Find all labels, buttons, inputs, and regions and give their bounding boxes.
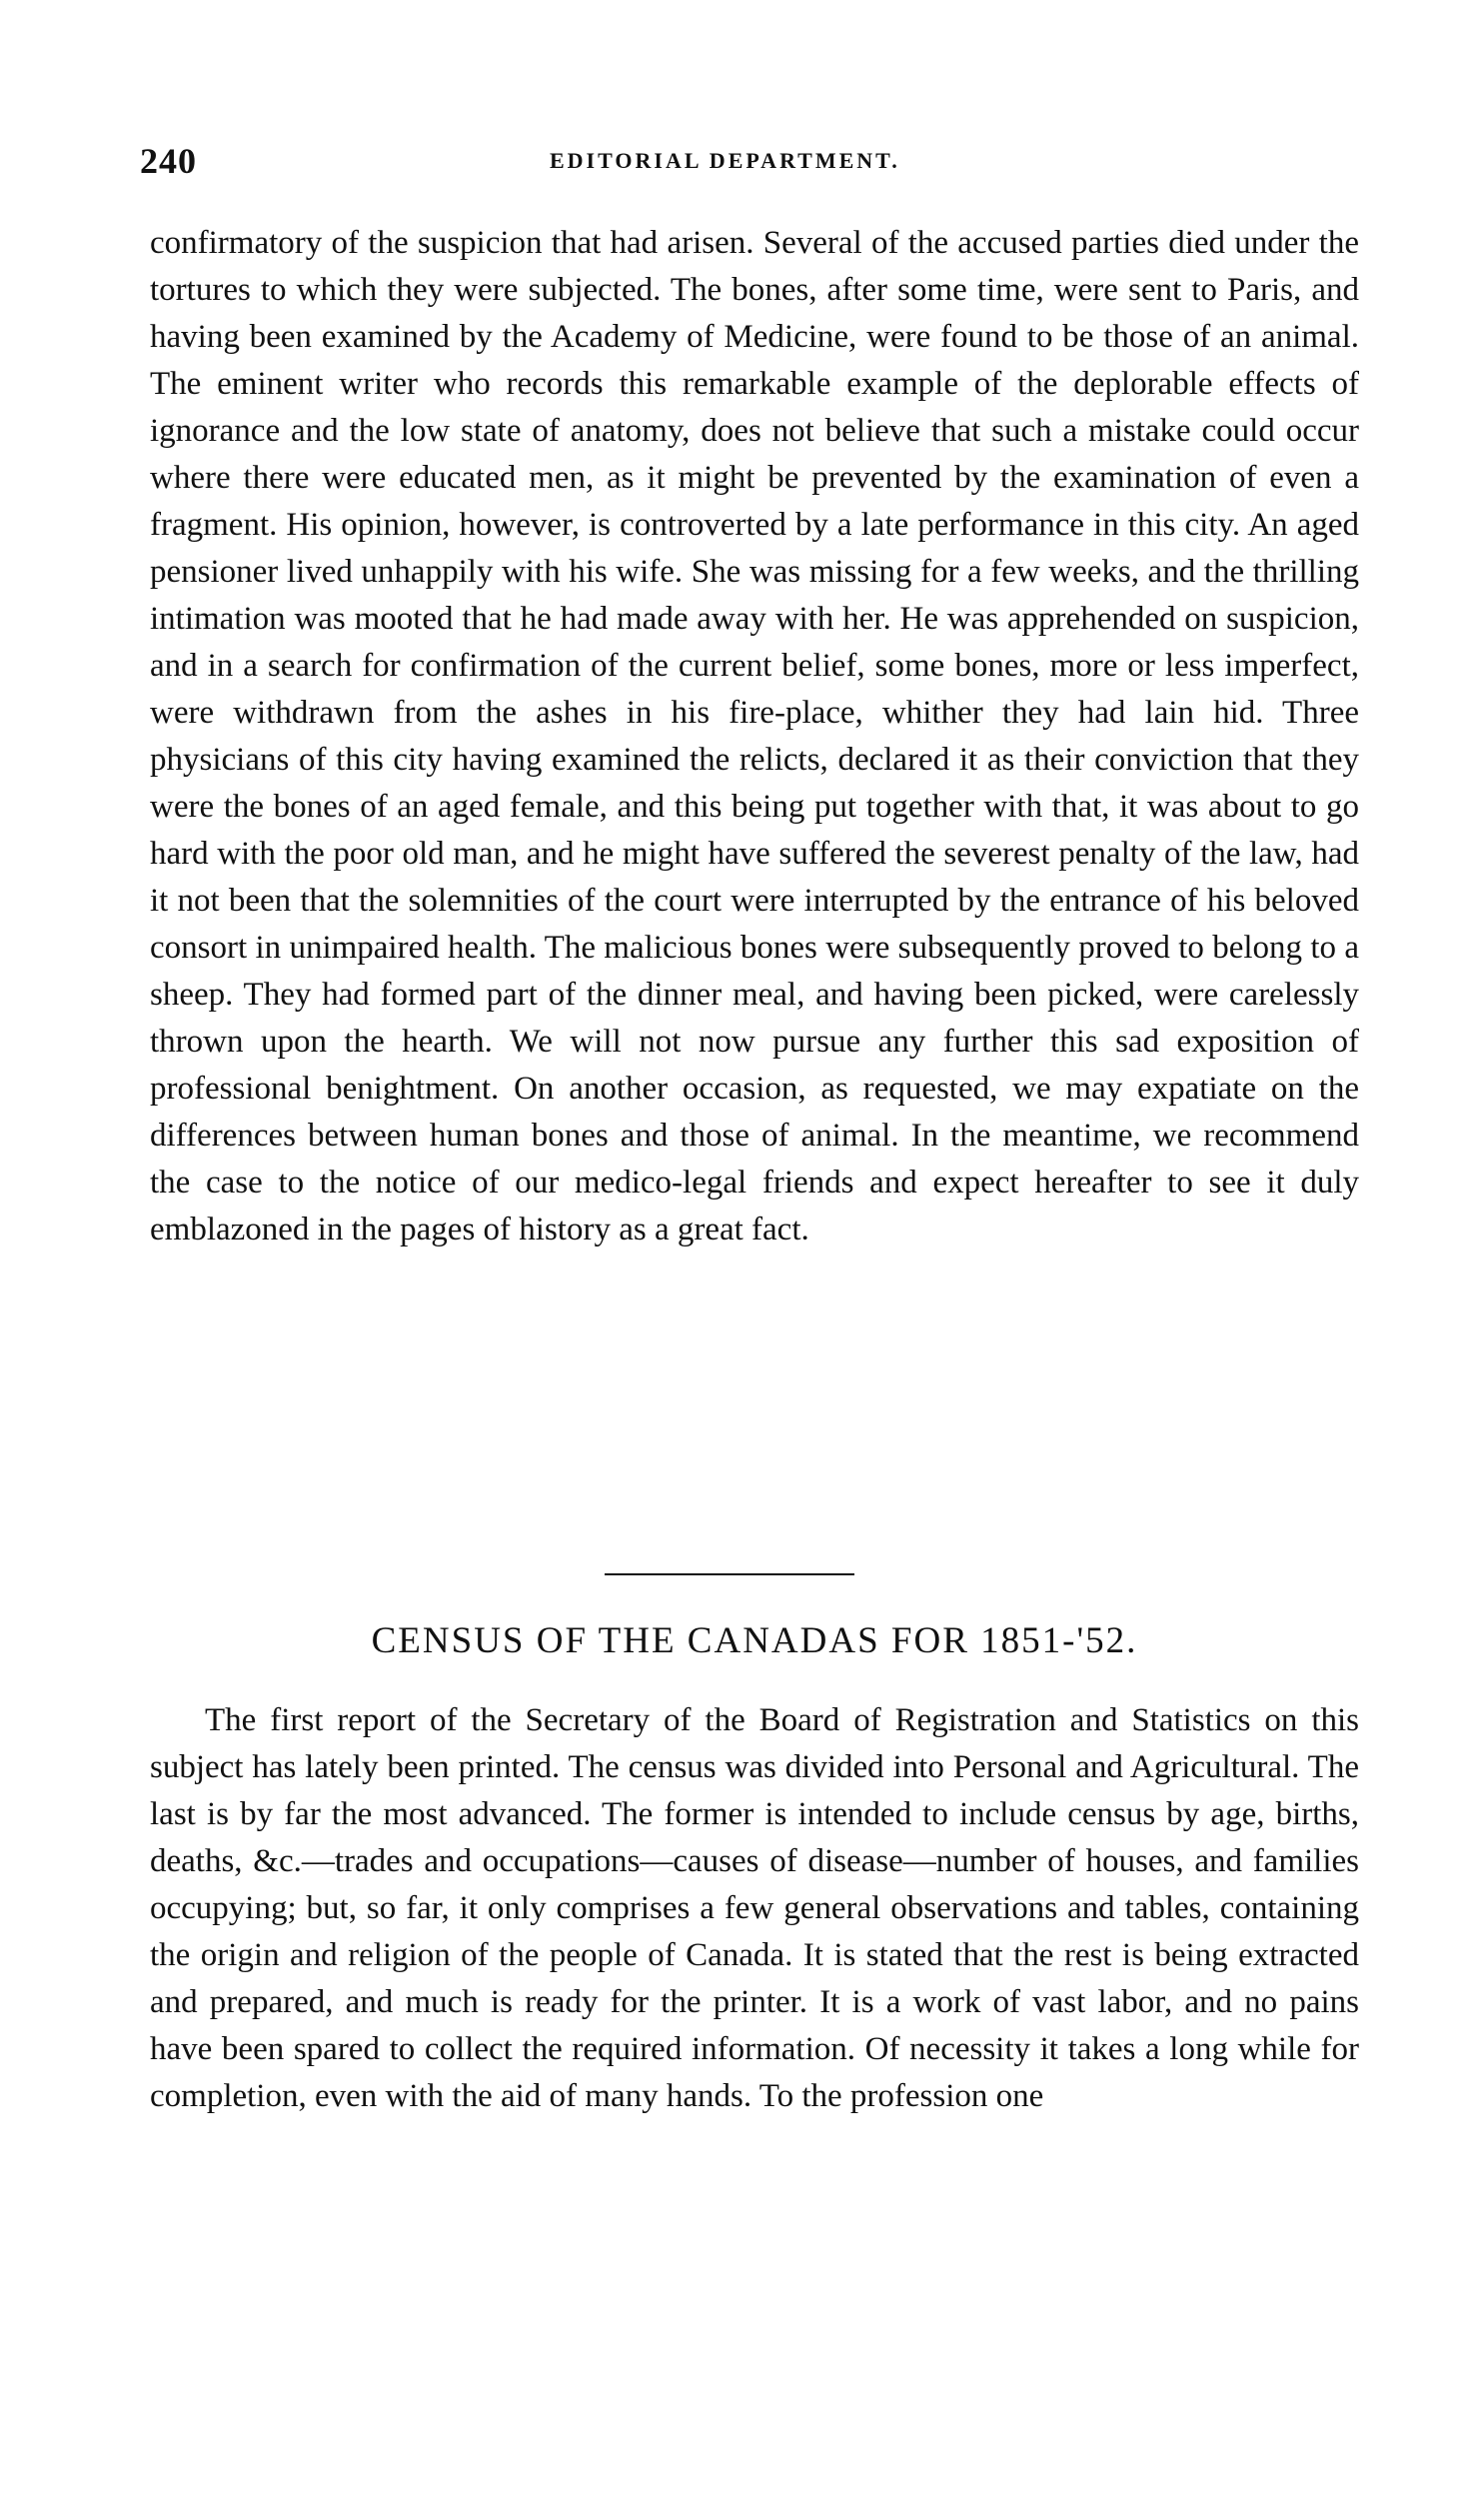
section-title: CENSUS OF THE CANADAS FOR 1851-'52. (371, 1620, 1138, 1661)
running-head: EDITORIAL DEPARTMENT. (550, 148, 900, 173)
section-paragraph: The first report of the Secretary of the Board of Registration and Statistics on this subject has lately been printed. The census was divided into Personal and Agricultural. The last is by far the most advanced. The former is intended to include census by age, births, deaths, &c.—trades and occupations—causes of disease—number of houses, and families occupying; but, so far, it only comprises a few general observations and tables, containing the origin and religion of the people of Canada. It is stated that the rest is being extracted and prepared, and much is ready for the printer. It is a work of vast labor, and no pains have been spared to collect the required information. Of necessity it takes a long while for completion, even with the aid of many hands. To the profession one (150, 1702, 1359, 2114)
page-header (140, 140, 1369, 190)
continued-paragraph: confirmatory of the suspicion that had arisen. Several of the accused parties died under the tortures to which they were subjected. The bones, after some time, were sent to Paris, and having been examined by the Academy of Medicine, were found to be those of an animal. The eminent writer who records this remarkable example of the deplorable effects of ignorance and the low state of anatomy, does not believe that such a mistake could occur where there were educated men, as it might be prevented by the examination of even a fragment. His opinion, however, is controverted by a late performance in this city. An aged pensioner lived unhappily with his wife. She was missing for a few weeks, and the thrilling intimation was mooted that he had made away with her. He was apprehended on suspicion, and in a search for confirmation of the current belief, some bones, more or less imperfect, were withdrawn from the ashes in his fire-place, whither they had lain hid. Three physicians of this city having examined the relicts, declared it as their conviction that they were the bones of an aged female, and this being put together with that, it was about to go hard with the poor old man, and he might have suffered the severest penalty of the law, had it not been that the solemnities of the court were interrupted by the entrance of his beloved consort in unimpaired health. The malicious bones were subsequently proved to belong to a sheep. They had formed part of the dinner meal, and having been picked, were carelessly thrown upon the hearth. We will not now pursue any further this sad exposition of professional benightment. On another occasion, as requested, we may expatiate on the differences between human bones and those of animal. In the meantime, we recommend the case to the notice of our medico-legal friends and expect hereafter to see it duly emblazoned in the pages of history as a great fact. (150, 225, 1359, 1248)
section-divider (605, 1573, 854, 1575)
page-number: 240 (140, 141, 197, 181)
